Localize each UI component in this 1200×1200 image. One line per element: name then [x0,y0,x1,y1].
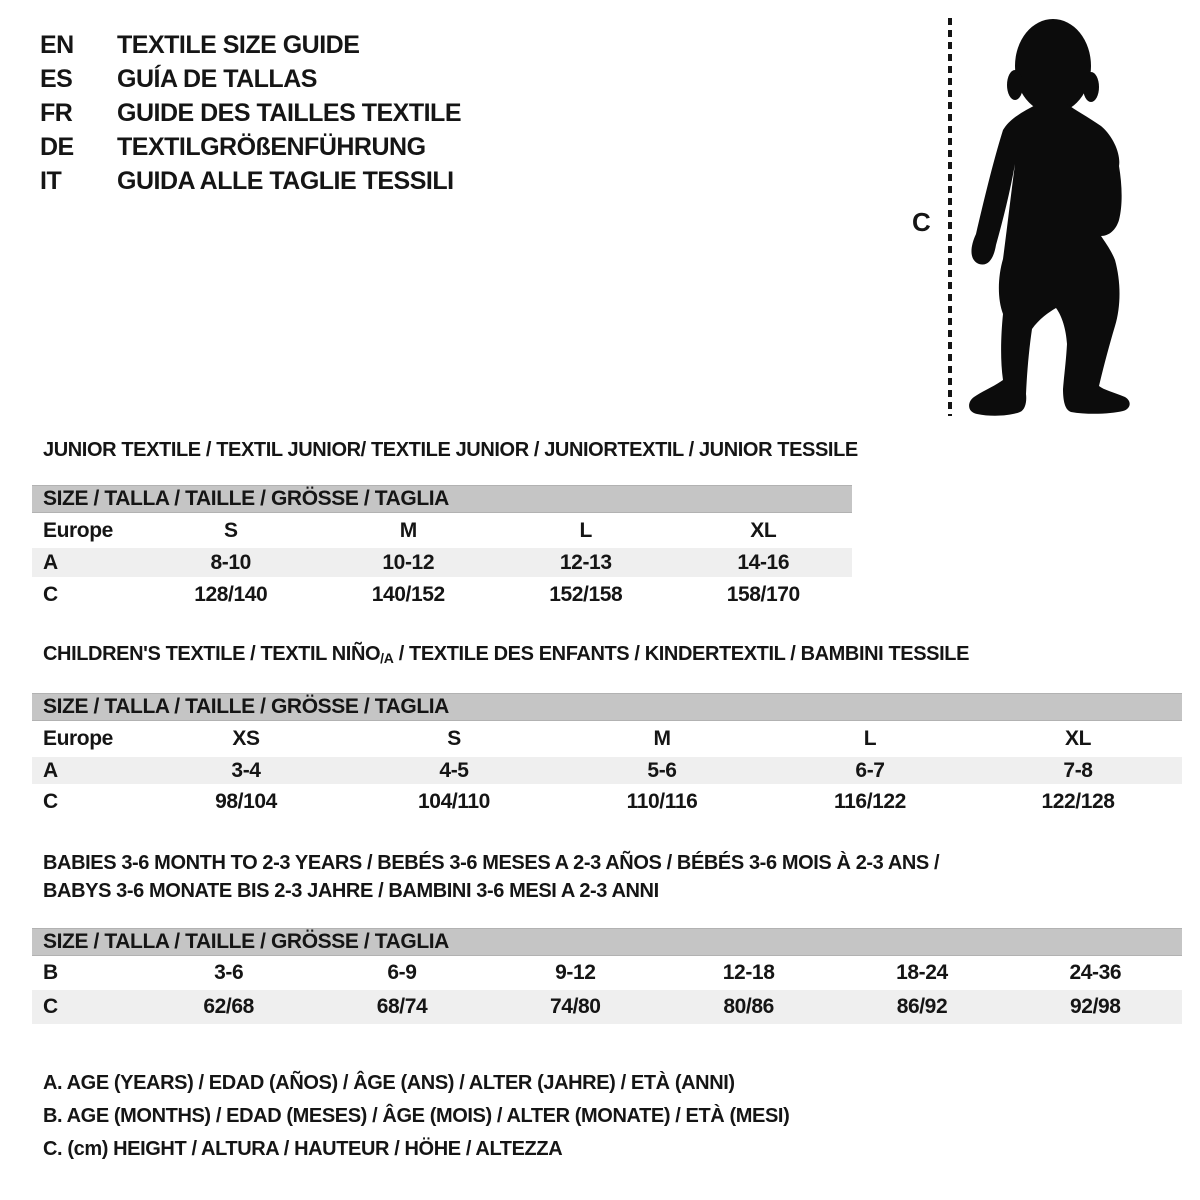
row-label: B [43,961,58,984]
size-cell: L [863,727,877,750]
language-legend [40,28,461,198]
height-cell: 152/158 [549,582,623,606]
title-part: CHILDREN'S TEXTILE / TEXTIL NIÑO [43,643,381,665]
height-cell: 110/116 [626,790,698,813]
language-code: ES [40,65,73,93]
guide-title: TEXTILGRÖßENFÜHRUNG [117,133,426,161]
age-cell: 7-8 [1063,758,1093,782]
size-cell: XS [232,727,260,750]
height-cell: 140/152 [371,582,445,606]
size-cell: S [447,727,461,750]
row-label: C [43,995,58,1018]
legend-row-it [40,164,461,198]
table-row [32,956,1182,990]
size-cell: M [653,727,671,750]
height-cell: 68/74 [376,995,428,1018]
guide-title: GUIDE DES TAILLES TEXTILE [117,99,462,127]
size-cell: XL [750,518,777,542]
guide-title: GUIDA ALLE TAGLIE TESSILI [117,167,454,195]
language-code: DE [40,133,74,161]
footnote-height-cm: C. (cm) HEIGHT / ALTURA / HAUTEUR / HÖHE / ALTEZZA [43,1138,563,1160]
row-label: A [43,758,58,782]
age-cell: 18-24 [896,961,948,984]
age-cell: 12-13 [559,550,612,574]
row-label: A [43,550,58,574]
babies-size-header-bar: SIZE / TALLA / TAILLE / GRÖSSE / TAGLIA [32,928,1182,956]
age-cell: 5-6 [647,758,677,782]
height-cell: 80/86 [723,995,774,1018]
height-cell: 122/128 [1041,790,1115,813]
size-cell: S [223,518,238,542]
title-line: BABIES 3-6 MONTH TO 2-3 YEARS / BEBÉS 3-6 MESES A 2-3 AÑOS / BÉBÉS 3-6 MOIS À 2-3 ANS / [43,852,940,874]
row-label: C [43,582,58,606]
height-cell: 92/98 [1070,995,1121,1018]
height-cell: 98/104 [215,790,277,813]
title-part: / TEXTILE DES ENFANTS / KINDERTEXTIL / BAMBINI TESSILE [393,643,970,665]
guide-title: GUÍA DE TALLAS [117,65,317,93]
age-cell: 8-10 [210,550,251,574]
age-cell: 12-18 [722,961,775,984]
age-cell: 6-9 [387,961,417,984]
height-cell: 116/122 [834,790,906,813]
row-label: Europe [43,727,113,750]
title-subscript: /A [380,650,394,666]
height-cell: 74/80 [550,995,601,1018]
age-cell: 14-16 [737,550,790,574]
age-cell: 9-12 [555,961,596,984]
table-row [32,784,1182,820]
babies-table-title [43,850,939,904]
height-cell: 128/140 [194,582,268,606]
language-code: EN [40,31,74,59]
height-cell: 62/68 [203,995,254,1018]
height-measure-dashed-line [948,18,952,416]
table-row [32,513,852,548]
age-cell: 6-7 [855,758,885,782]
language-code: FR [40,99,73,127]
height-cell: 158/170 [726,582,800,606]
childrens-size-header-bar: SIZE / TALLA / TAILLE / GRÖSSE / TAGLIA [32,693,1182,721]
age-cell: 3-6 [214,961,244,984]
height-measure-label: C [912,207,931,237]
age-cell: 3-4 [231,758,261,782]
height-cell: 104/110 [418,790,490,813]
footnote-age-months: B. AGE (MONTHS) / EDAD (MESES) / ÂGE (MOIS) / ALTER (MONATE) / ETÀ (MESI) [43,1105,790,1127]
legend-row-es [40,62,461,96]
table-row [32,990,1182,1024]
table-row [32,577,852,612]
legend-row-en [40,28,461,62]
age-cell: 24-36 [1069,961,1122,984]
table-row [32,548,852,577]
table-row [32,757,1182,784]
baby-silhouette [963,14,1141,420]
language-code: IT [40,167,62,195]
row-label: C [43,790,58,813]
height-cell: 86/92 [896,995,948,1018]
table-row [32,721,1182,757]
age-cell: 10-12 [382,550,435,574]
row-label: Europe [43,518,113,542]
guide-title: TEXTILE SIZE GUIDE [117,31,360,59]
age-cell: 4-5 [439,758,469,782]
junior-size-header-bar: SIZE / TALLA / TAILLE / GRÖSSE / TAGLIA [32,485,852,513]
size-cell: XL [1064,727,1092,750]
junior-table-title: JUNIOR TEXTILE / TEXTIL JUNIOR/ TEXTILE JUNIOR / JUNIORTEXTIL / JUNIOR TESSILE [43,439,858,461]
legend-row-fr [40,96,461,130]
size-cell: M [399,518,417,542]
title-line: BABYS 3-6 MONATE BIS 2-3 JAHRE / BAMBINI 3-6 MESI A 2-3 ANNI [43,880,659,902]
footnote-age-years: A. AGE (YEARS) / EDAD (AÑOS) / ÂGE (ANS) / ALTER (JAHRE) / ETÀ (ANNI) [43,1072,735,1094]
legend-row-de [40,130,461,164]
childrens-table-title [43,641,969,671]
size-cell: L [579,518,592,542]
